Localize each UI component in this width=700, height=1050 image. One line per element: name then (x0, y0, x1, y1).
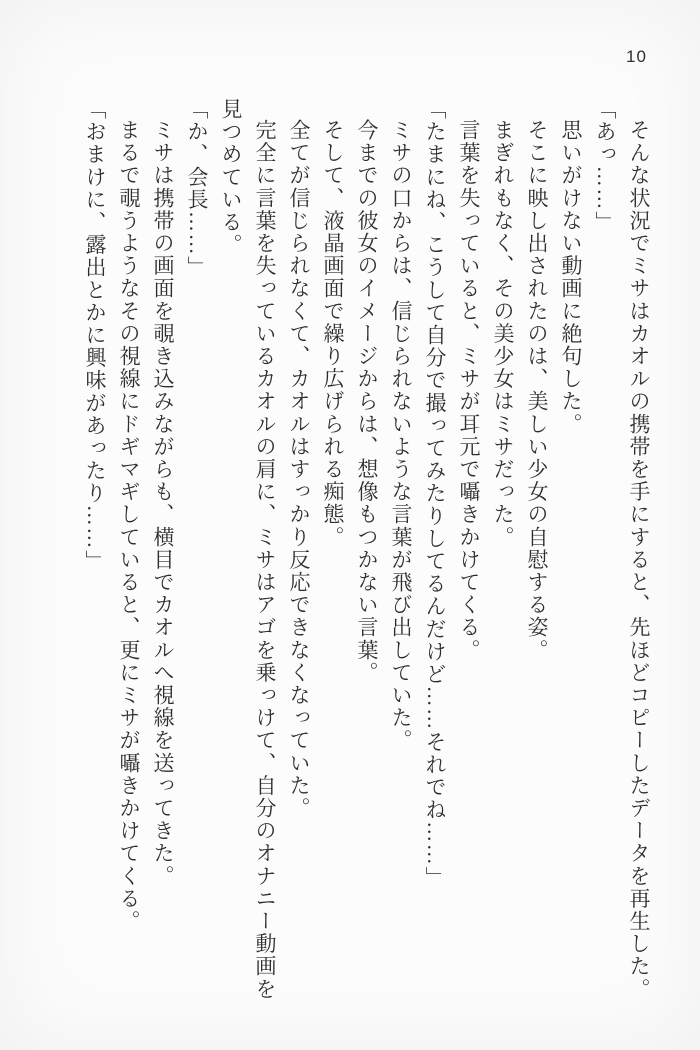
paragraph: そして、液晶画面で繰り広げられる痴態。 (321, 119, 345, 549)
paragraph: 「たまにね、こうして自分で撮ってみたりしてるんだけど……それでね……」 (423, 98, 447, 889)
page-number: 10 (626, 47, 647, 66)
paragraph: 完全に言葉を失っているカオルの肩に、ミサはアゴを乗っけて、自分のオナニー動画を見つめている。 (219, 98, 277, 1001)
paragraph: まるで覗うようなその視線にドギマギしていると、更にミサが囁きかけてくる。 (117, 119, 141, 933)
paragraph: まぎれもなく、その美少女はミサだった。 (491, 119, 515, 549)
paragraph: 全てが信じられなくて、カオルはすっかり反応できなくなっていた。 (287, 119, 311, 820)
paragraph: ミサの口からは、信じられないような言葉が飛び出していた。 (389, 119, 413, 752)
paragraph: ミサは携帯の画面を覗き込みながらも、横目でカオルへ視線を送ってきた。 (151, 119, 175, 888)
paragraph: 「か、会長……」 (185, 98, 209, 279)
paragraph: そんな状況でミサはカオルの携帯を手にすると、先ほどコピーしたデータを再生した。 (627, 119, 651, 1001)
text-block (78, 98, 656, 1006)
paragraph: 今までの彼女のイメージからは、想像もつかない言葉。 (355, 119, 379, 684)
paragraph: 「おまけに、露出とかに興味があったり……」 (83, 98, 107, 573)
paragraph: 思いがけない動画に絶句した。 (559, 119, 583, 436)
paragraph: 言葉を失っていると、ミサが耳元で囁きかけてくる。 (457, 119, 481, 662)
paragraph: 「あっ……」 (593, 98, 617, 234)
paragraph: そこに映し出されたのは、美しい少女の自慰する姿。 (525, 119, 549, 662)
